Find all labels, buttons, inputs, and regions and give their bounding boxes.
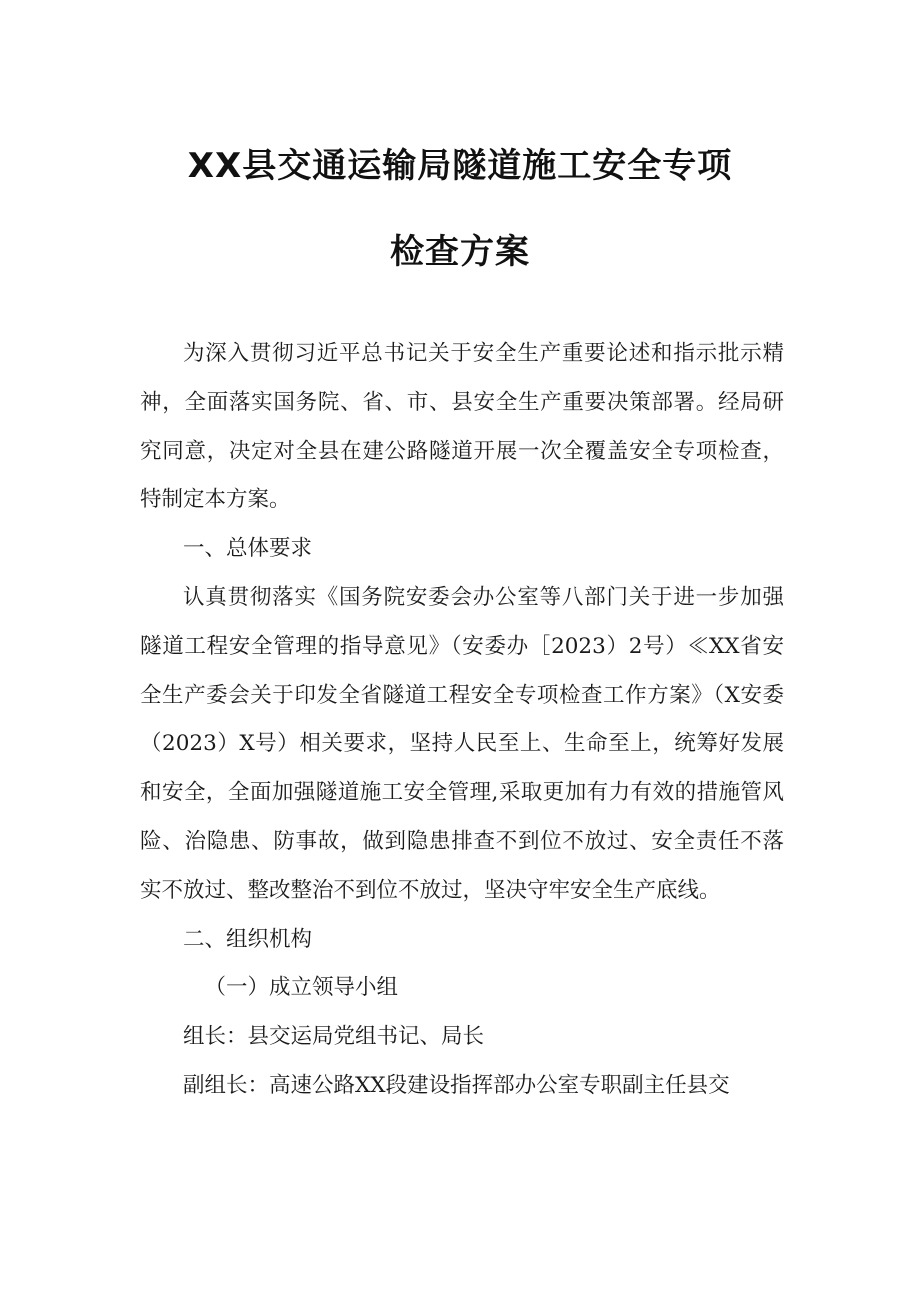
section-heading-organization: 二、组织机构 — [183, 926, 313, 952]
group-leader-line: 组长：县交运局党组书记、局长 — [183, 1024, 485, 1050]
general-requirements-paragraph: 认真贯彻落实《国务院安委会办公室等八部门关于进一步加强隧道工程安全管理的指导意见》（安委办［2023）2号）≪XX省安全生产委会关于印发全省隧道工程安全专项检查工作方案》（X安委（2023）X号）相关要求，坚持人民至上、生命至上，统筹好发展和安全，全面加强隧道施工安全管理,采取更加有力有效的措施管风险、治隐患、防事故，做到隐患排查不到位不放过、安全责任不落实不放过、整改整治不到位不放过，坚决守牢安全生产底线。 — [140, 584, 784, 903]
document-title-line-2: 检查方案 — [390, 232, 530, 272]
intro-paragraph: 为深入贯彻习近平总书记关于安全生产重要论述和指示批示精神，全面落实国务院、省、市、县安全生产重要决策部署。经局研究同意，决定对全县在建公路隧道开展一次全覆盖安全专项检查，特制定本方案。 — [140, 341, 784, 513]
section-heading-general-requirements: 一、总体要求 — [183, 536, 313, 562]
subsection-heading-leadership-group: （一）成立领导小组 — [204, 975, 399, 1001]
deputy-group-leader-line: 副组长：高速公路XX段建设指挥部办公室专职副主任县交 — [183, 1072, 730, 1098]
document-title-line-1: XX县交通运输局隧道施工安全专项 — [187, 146, 733, 186]
document-body — [140, 330, 784, 1111]
